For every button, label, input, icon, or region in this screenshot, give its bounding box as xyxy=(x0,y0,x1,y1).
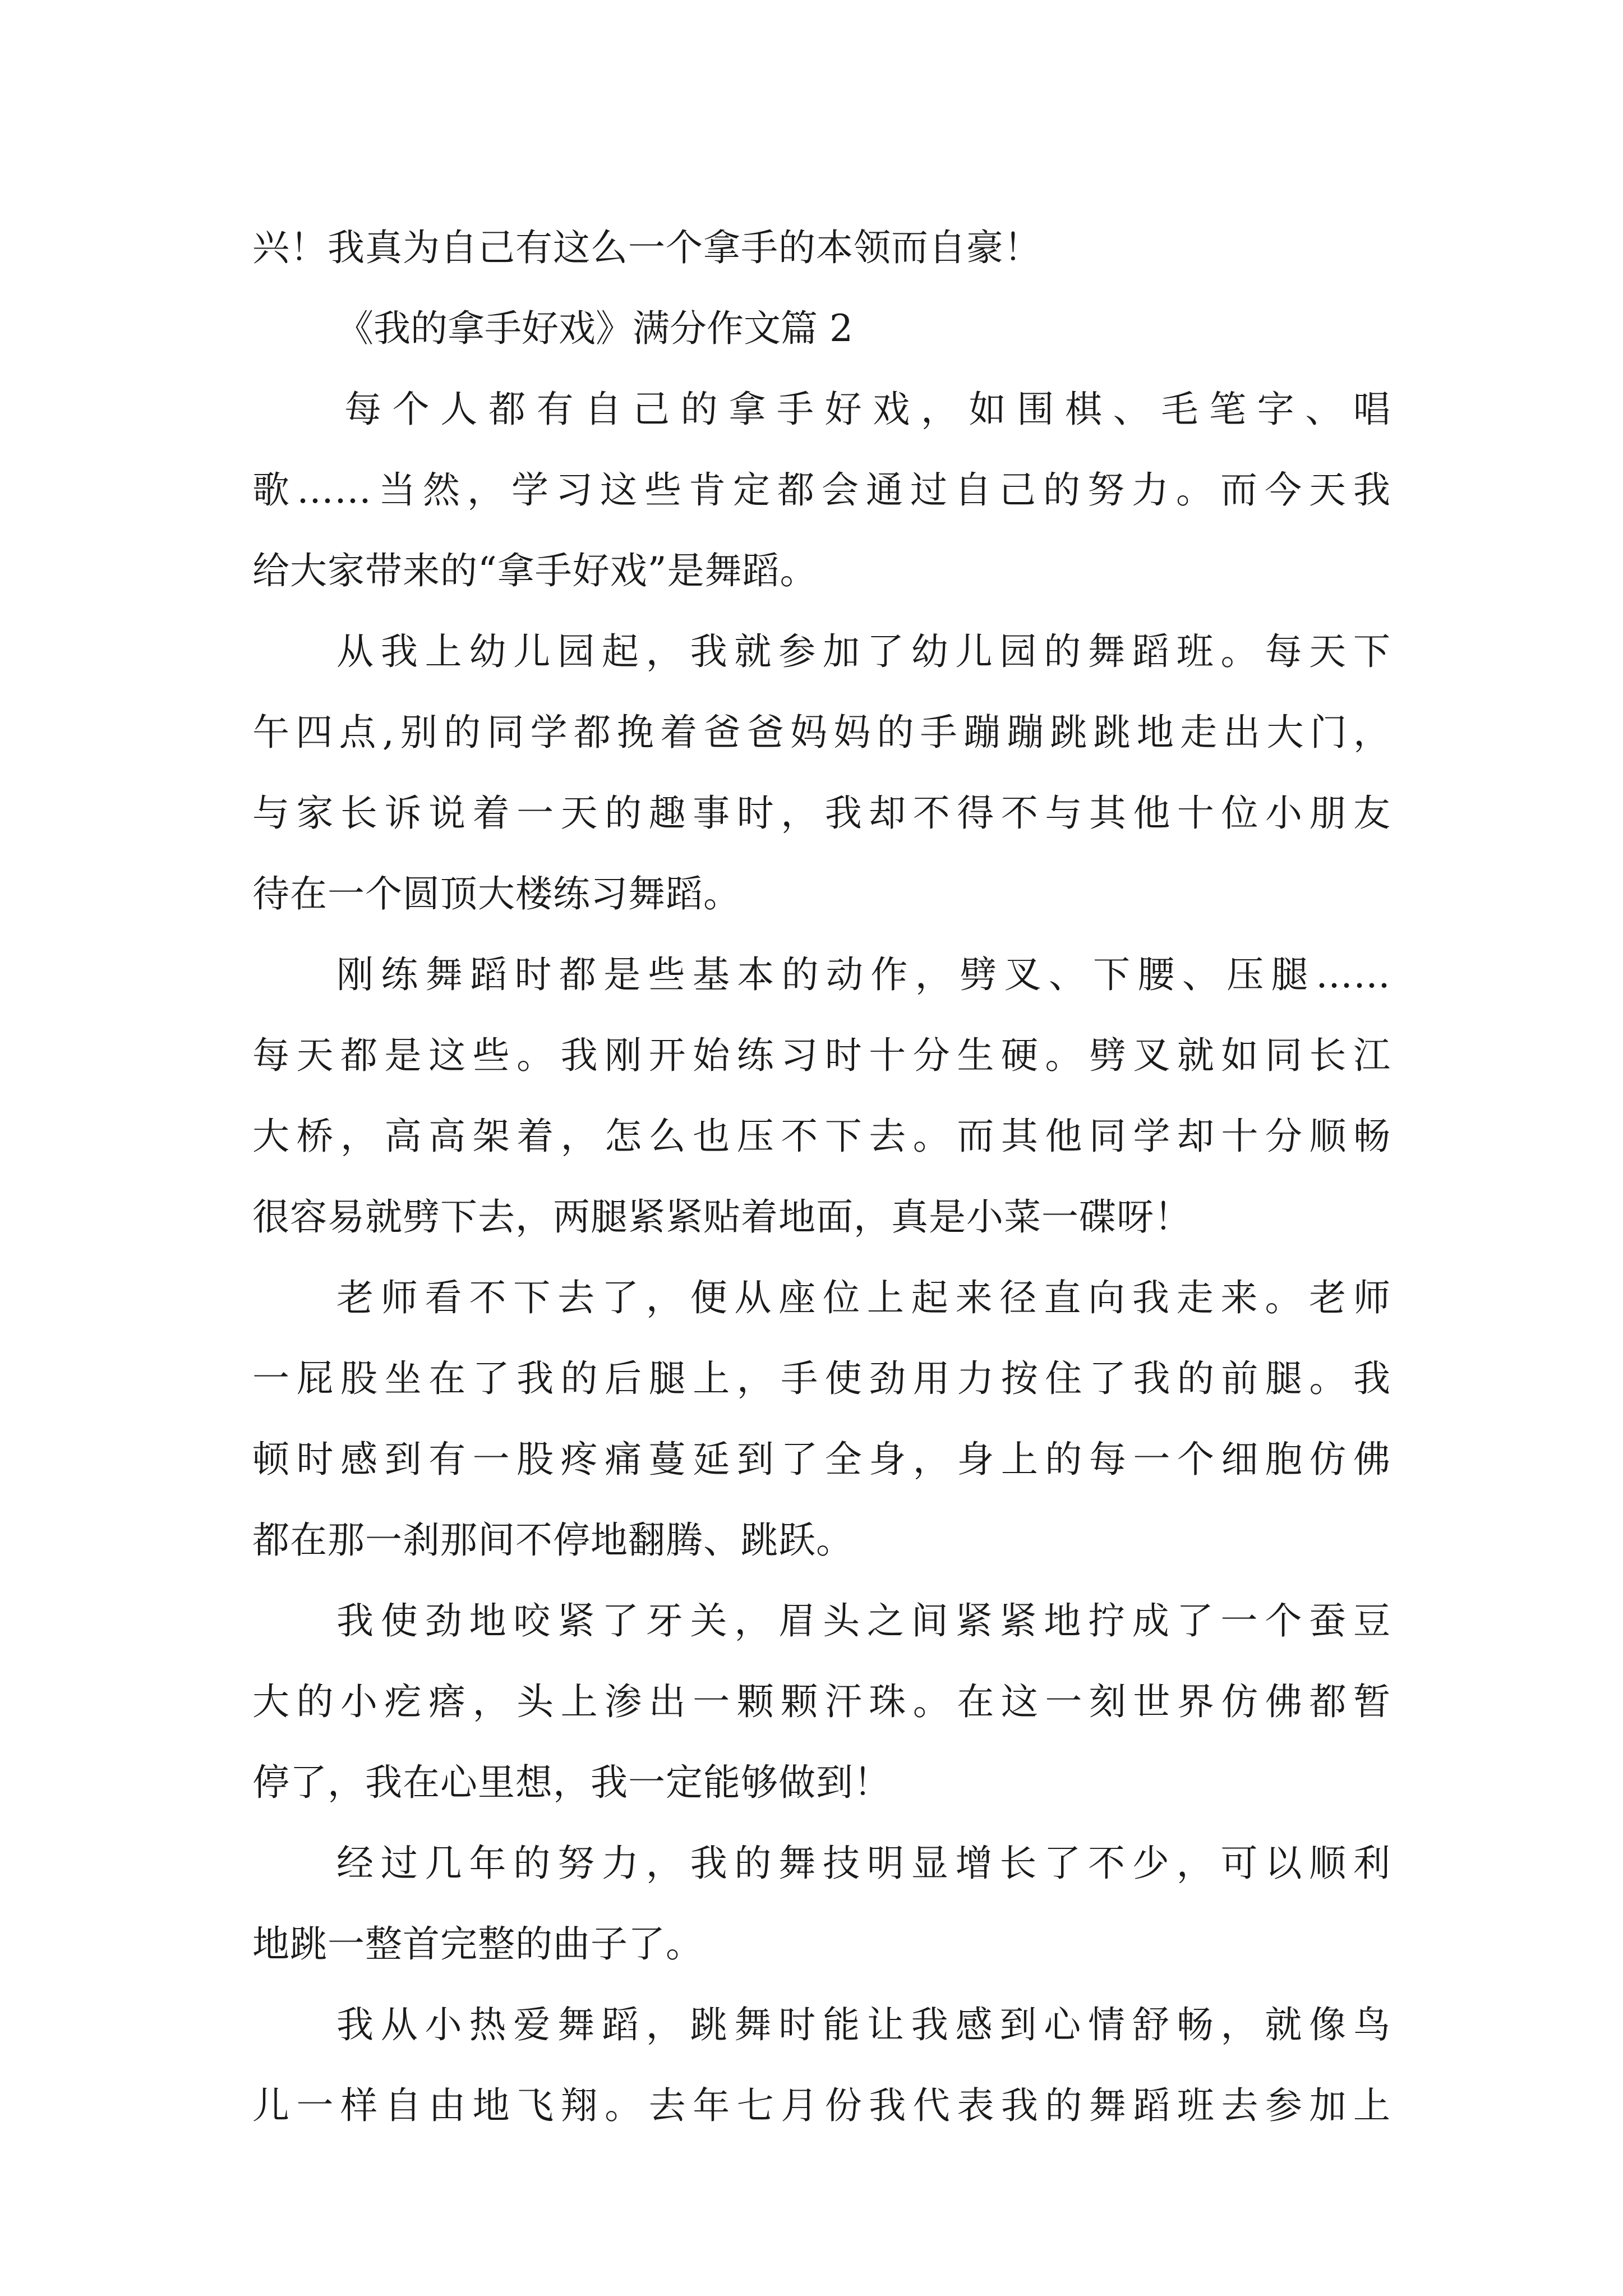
text-line: 与家长诉说着一天的趣事时，我却不得不与其他十位小朋友 xyxy=(252,792,1391,835)
text-line: 从我上幼儿园起，我就参加了幼儿园的舞蹈班。每天下 xyxy=(336,630,1391,673)
text-line: 老师看不下去了，便从座位上起来径直向我走来。老师 xyxy=(336,1276,1391,1319)
text-line: 地跳一整首完整的曲子了。 xyxy=(252,1922,703,1966)
text-line: 经过几年的努力，我的舞技明显增长了不少，可以顺利 xyxy=(336,1842,1391,1885)
text-line: 大桥，高高架着，怎么也压不下去。而其他同学却十分顺畅 xyxy=(252,1115,1391,1158)
text-line: 大的小疙瘩，头上渗出一颗颗汗珠。在这一刻世界仿佛都暂 xyxy=(252,1680,1391,1723)
text-line: 停了，我在心里想，我一定能够做到！ xyxy=(252,1761,891,1804)
text-line: 每天都是这些。我刚开始练习时十分生硬。劈叉就如同长江 xyxy=(252,1034,1391,1077)
text-line: 我使劲地咬紧了牙关，眉头之间紧紧地拧成了一个蚕豆 xyxy=(336,1599,1391,1642)
text-line: 我从小热爱舞蹈，跳舞时能让我感到心情舒畅，就像鸟 xyxy=(336,2003,1391,2046)
text-line: 午四点,别的同学都挽着爸爸妈妈的手蹦蹦跳跳地走出大门， xyxy=(252,711,1391,754)
text-line: 刚练舞蹈时都是些基本的动作，劈叉、下腰、压腿…… xyxy=(336,953,1391,996)
text-line: 兴！我真为自己有这么一个拿手的本领而自豪！ xyxy=(252,226,1041,269)
text-line: 很容易就劈下去，两腿紧紧贴着地面，真是小菜一碟呀！ xyxy=(252,1195,1192,1239)
text-line: 儿一样自由地飞翔。去年七月份我代表我的舞蹈班去参加上 xyxy=(252,2084,1391,2127)
text-line: 一屁股坐在了我的后腿上，手使劲用力按住了我的前腿。我 xyxy=(252,1357,1391,1400)
text-line: 歌……当然，学习这些肯定都会通过自己的努力。而今天我 xyxy=(252,468,1391,512)
section-heading: 《我的拿手好戏》满分作文篇 2 xyxy=(336,307,853,350)
text-line: 待在一个圆顶大楼练习舞蹈。 xyxy=(252,872,741,915)
text-line: 每个人都有自己的拿手好戏，如围棋、毛笔字、唱 xyxy=(344,388,1391,431)
essay-body xyxy=(252,208,1391,2146)
text-line: 顿时感到有一股疼痛蔓延到了全身，身上的每一个细胞仿佛 xyxy=(252,1438,1391,1481)
text-line: 都在那一刹那间不停地翻腾、跳跃。 xyxy=(252,1519,854,1562)
text-line: 给大家带来的“拿手好戏”是舞蹈。 xyxy=(252,549,818,592)
